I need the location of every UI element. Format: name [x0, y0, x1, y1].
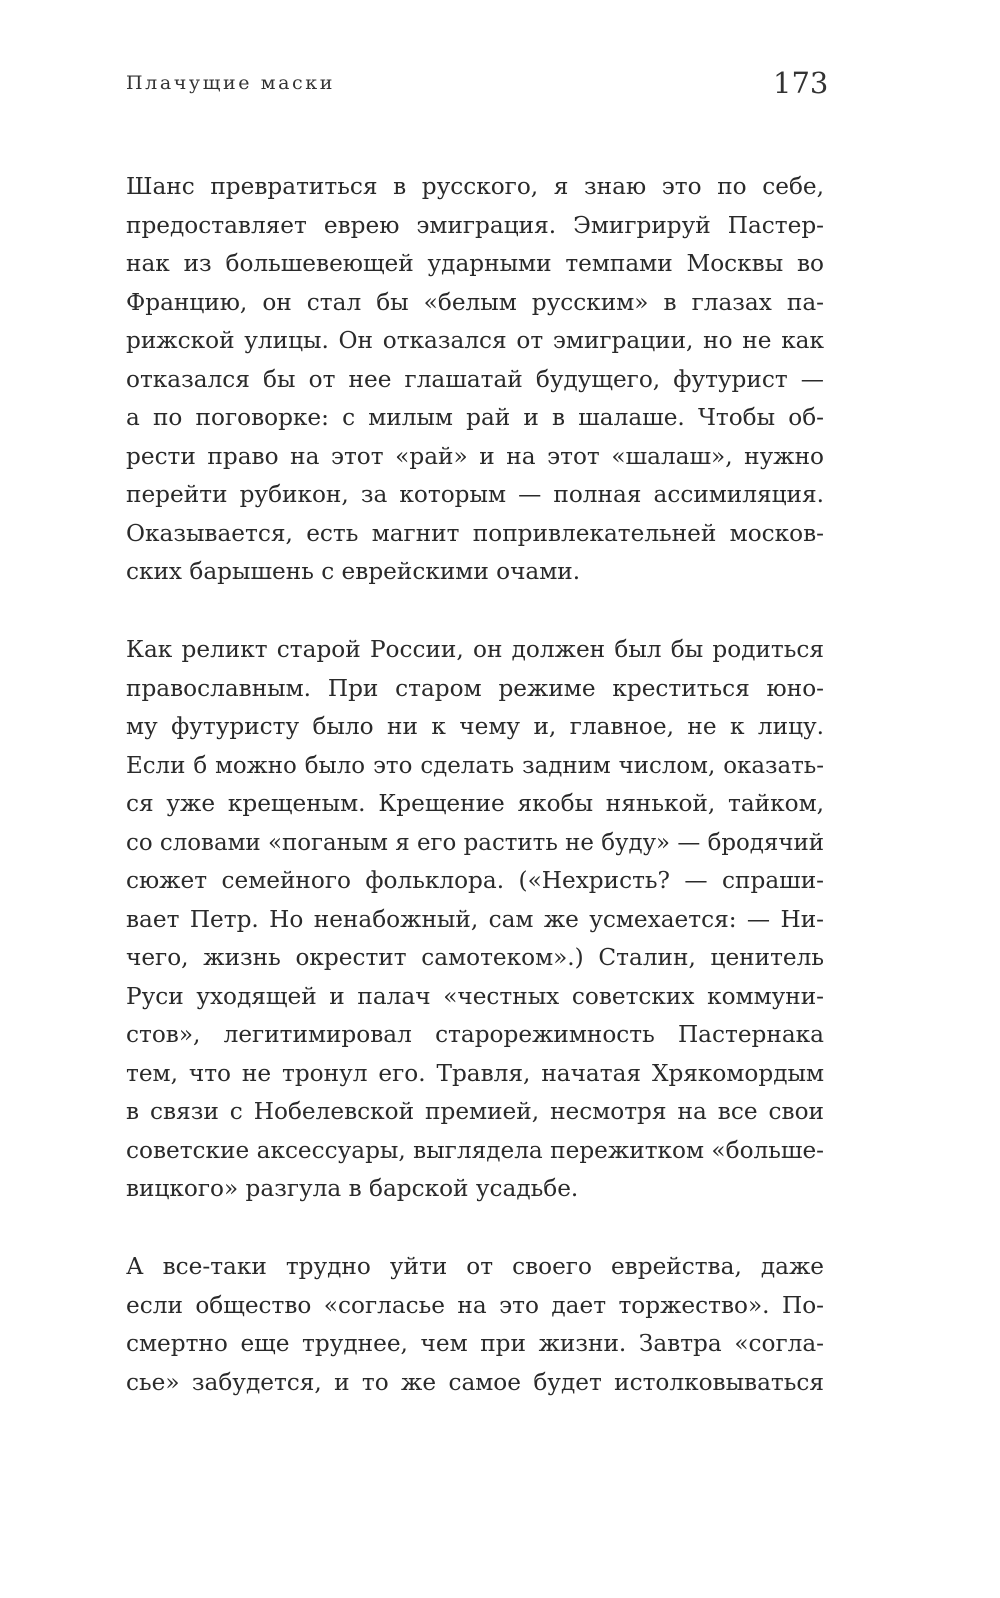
paragraph-3: [126, 1248, 824, 1402]
paragraph-1: [126, 168, 824, 592]
text-line: вает Петр. Но ненабожный, сам же усмехается: — Ни-: [126, 905, 824, 933]
text-line: православным. При старом режиме креститься юно-: [126, 674, 824, 702]
text-line: Руси уходящей и палач «честных советских коммуни-: [126, 982, 824, 1010]
text-line: Если б можно было это сделать задним числом, оказать-: [126, 752, 824, 779]
text-line: если общество «согласье на это дает торжество». По-: [126, 1291, 824, 1319]
text-line: А все-таки трудно уйти от своего еврейства, даже: [126, 1253, 824, 1280]
text-line: ся уже крещеным. Крещение якобы нянькой, тайком,: [126, 790, 824, 817]
paragraph-2: [126, 631, 824, 1209]
text-line: в связи с Нобелевской премией, несмотря на все свои: [126, 1098, 824, 1125]
text-line: нак из большевеющей ударными темпами Москвы во: [126, 250, 824, 277]
text-line: стов», легитимировал старорежимность Пастернака: [126, 1021, 824, 1048]
text-line: чего, жизнь окрестит самотеком».) Сталин, ценитель: [126, 944, 824, 971]
text-line: Как реликт старой России, он должен был бы родиться: [126, 636, 824, 663]
text-line: рести право на этот «рай» и на этот «шалаш», нужно: [126, 442, 824, 470]
text-line: Шанс превратиться в русского, я знаю это по себе,: [126, 173, 824, 200]
text-line: му футуристу было ни к чему и, главное, не к лицу.: [126, 713, 824, 740]
text-line: предоставляет еврею эмиграция. Эмигрируй Пастер-: [126, 211, 824, 239]
text-line: ских барышень с еврейскими очами.: [126, 558, 581, 585]
running-head-title: Плачущие маски: [126, 72, 336, 94]
text-line: вицкого» разгула в барской усадьбе.: [126, 1175, 579, 1202]
text-line: Оказывается, есть магнит попривлекательней москов-: [126, 519, 824, 547]
text-line: Францию, он стал бы «белым русским» в глазах па-: [126, 288, 824, 316]
text-line: перейти рубикон, за которым — полная ассимиляция.: [126, 481, 824, 508]
page-number: 173: [773, 66, 829, 100]
text-line: со словами «поганым я его растить не буду» — бродячий: [126, 829, 824, 856]
text-line: сье» забудется, и то же самое будет истолковываться: [126, 1368, 824, 1396]
text-line: отказался бы от нее глашатай будущего, футурист —: [126, 365, 824, 393]
text-line: советские аксессуары, выглядела пережитком «больше-: [126, 1136, 824, 1164]
text-line: тем, что не тронул его. Травля, начатая Хрякомордым: [126, 1059, 824, 1087]
text-line: а по поговорке: с милым рай и в шалаше. Чтобы об-: [126, 404, 824, 431]
text-line: смертно еще труднее, чем при жизни. Завтра «согла-: [126, 1330, 824, 1357]
text-line: рижской улицы. Он отказался от эмиграции, но не как: [126, 327, 824, 354]
text-line: сюжет семейного фольклора. («Нехристь? — спраши-: [126, 867, 824, 894]
